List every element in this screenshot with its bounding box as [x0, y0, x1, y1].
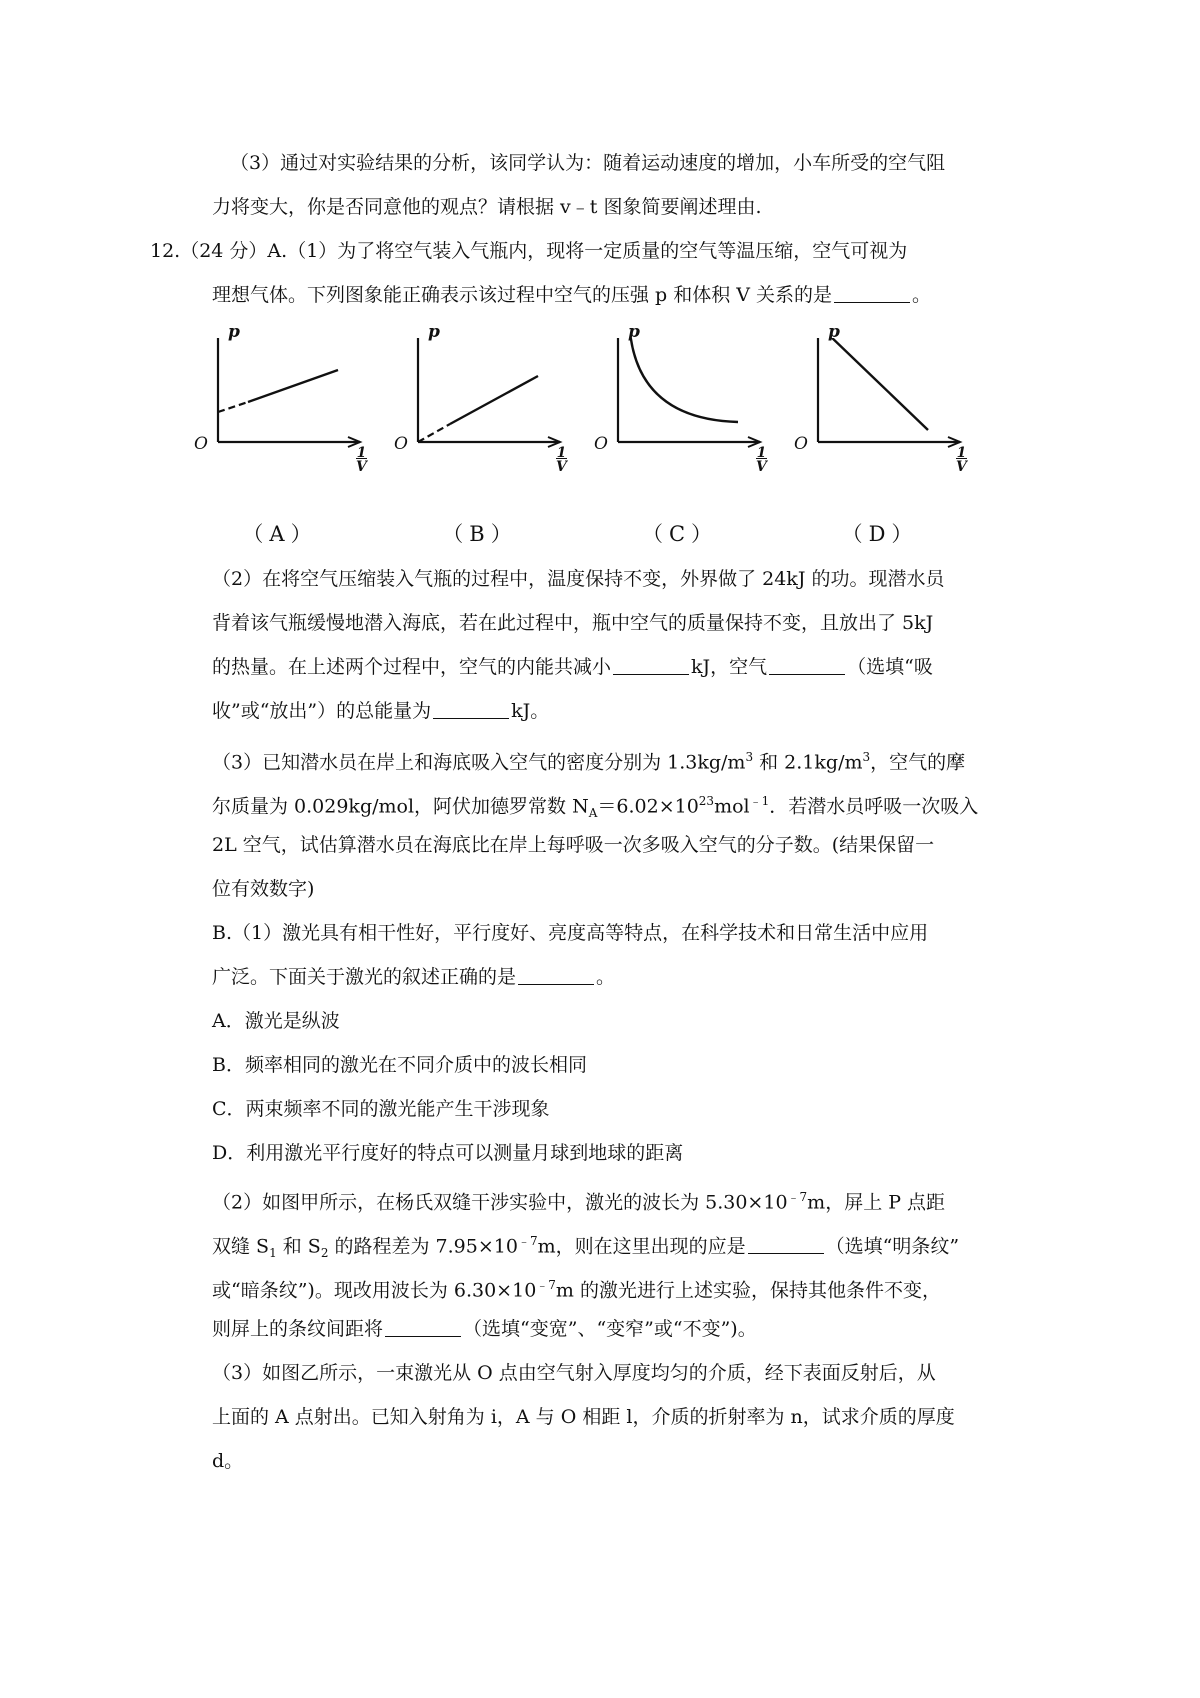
q11-part3-line1: （3）通过对实验结果的分析，该同学认为：随着运动速度的增加，小车所受的空气阻 — [230, 152, 946, 174]
b2-line1: （2）如图甲所示，在杨氏双缝干涉实验中，激光的波长为 $5.30\times 10^{﹣7}m$，屏上 P 点距 — [212, 1190, 946, 1214]
b1-line2: 广泛。下面关于激光的叙述正确的是 。 — [212, 966, 616, 988]
graph-d — [794, 322, 1000, 548]
graph-c — [594, 322, 800, 548]
option-d: D．利用激光平行度好的特点可以测量月球到地球的距离 — [212, 1142, 684, 1164]
axis-p: p — [428, 322, 440, 342]
axis-inv-v: 1 V — [356, 445, 367, 475]
a2-line3: 的热量。在上述两个过程中，空气的内能共减小 kJ，空气 （选填“吸 — [212, 656, 933, 678]
pv-graph-options — [194, 322, 1030, 548]
answer-blank — [518, 964, 594, 985]
answer-blank — [433, 698, 509, 719]
a3-line3: 2L 空气，试估算潜水员在海底比在岸上每呼吸一次多吸入空气的分子数。(结果保留一 — [212, 834, 935, 856]
answer-blank — [748, 1233, 824, 1254]
graph-d-plot — [810, 338, 1000, 518]
option-a: A．激光是纵波 — [212, 1010, 340, 1032]
a3-line2: 尔质量为 0.029kg/mol，阿伏加德罗常数 $N_A=6.02\times 10^{23}mol^{﹣1}$．若潜水员呼吸一次吸入 — [212, 794, 979, 821]
graph-b — [394, 322, 600, 548]
b2-line3: 或“暗条纹”)。现改用波长为 $6.30\times 10^{﹣7}m$ 的激光进行上述实验，保持其他条件不变， — [212, 1278, 941, 1302]
option-c: C．两束频率不同的激光能产生干涉现象 — [212, 1098, 550, 1120]
axis-inv-v: 1 V — [556, 445, 567, 475]
b1-line1: B.（1）激光具有相干性好，平行度好、亮度高等特点，在科学技术和日常生活中应用 — [212, 922, 929, 944]
origin-o: O — [394, 434, 408, 454]
answer-blank — [385, 1316, 461, 1337]
b3-line1: （3）如图乙所示，一束激光从 O 点由空气射入厚度均匀的介质，经下表面反射后，从 — [212, 1362, 936, 1384]
graph-a-label: （A） — [242, 522, 318, 546]
graph-b-plot — [410, 338, 600, 518]
q12-header: 12.（24 分）A.（1）为了将空气装入气瓶内，现将一定质量的空气等温压缩，空气可视为 — [150, 240, 908, 262]
graph-a — [194, 322, 400, 548]
b3-line2: 上面的 A 点射出。已知入射角为 i，A 与 O 相距 l，介质的折射率为 n，试求介质的厚度 — [212, 1406, 955, 1428]
a3-line1: （3）已知潜水员在岸上和海底吸入空气的密度分别为 $1.3kg/m^3$ 和 $2.1kg/m^3$，空气的摩 — [212, 750, 966, 774]
option-b: B．频率相同的激光在不同介质中的波长相同 — [212, 1054, 587, 1076]
q12-header-line2 — [212, 280, 931, 310]
answer-blank — [769, 654, 845, 675]
b3-line3: d。 — [212, 1450, 244, 1472]
axis-p: p — [228, 322, 240, 342]
origin-o: O — [194, 434, 208, 454]
answer-blank — [834, 282, 910, 303]
origin-o: O — [794, 434, 808, 454]
a2-line2: 背着该气瓶缓慢地潜入海底，若在此过程中，瓶中空气的质量保持不变，且放出了 5kJ — [212, 612, 934, 634]
origin-o: O — [594, 434, 608, 454]
graph-c-label: （C） — [641, 522, 719, 546]
b2-line4: 则屏上的条纹间距将 （选填“变宽”、“变窄”或“不变”)。 — [212, 1318, 757, 1340]
a2-line1: （2）在将空气压缩装入气瓶的过程中，温度保持不变，外界做了 24kJ 的功。现潜水员 — [212, 568, 945, 590]
a3-line4: 位有效数字) — [212, 878, 315, 900]
graph-a-plot — [210, 338, 400, 518]
axis-p: p — [628, 322, 640, 342]
graph-c-plot — [610, 338, 800, 518]
q12-header-line2-text: 理想气体。下列图象能正确表示该过程中空气的压强 p 和体积 V 关系的是 — [212, 284, 833, 306]
a2-line4: 收”或“放出”）的总能量为 kJ。 — [212, 700, 550, 722]
axis-inv-v: 1 V — [756, 445, 767, 475]
q12-header-line2-end: 。 — [912, 284, 932, 306]
b2-line2: 双缝 $S_1$ 和 $S_2$ 的路程差为 $7.95\times 10^{﹣7}m$，则在这里出现的应是 （选填“明条纹” — [212, 1234, 960, 1261]
axis-inv-v: 1 V — [956, 445, 967, 475]
axis-p: p — [828, 322, 840, 342]
answer-blank — [613, 654, 689, 675]
graph-b-label: （B） — [442, 522, 518, 546]
graph-d-label: （D） — [841, 522, 919, 546]
q11-part3-line2: 力将变大，你是否同意他的观点？请根据 v﹣t 图象简要阐述理由. — [212, 196, 762, 218]
